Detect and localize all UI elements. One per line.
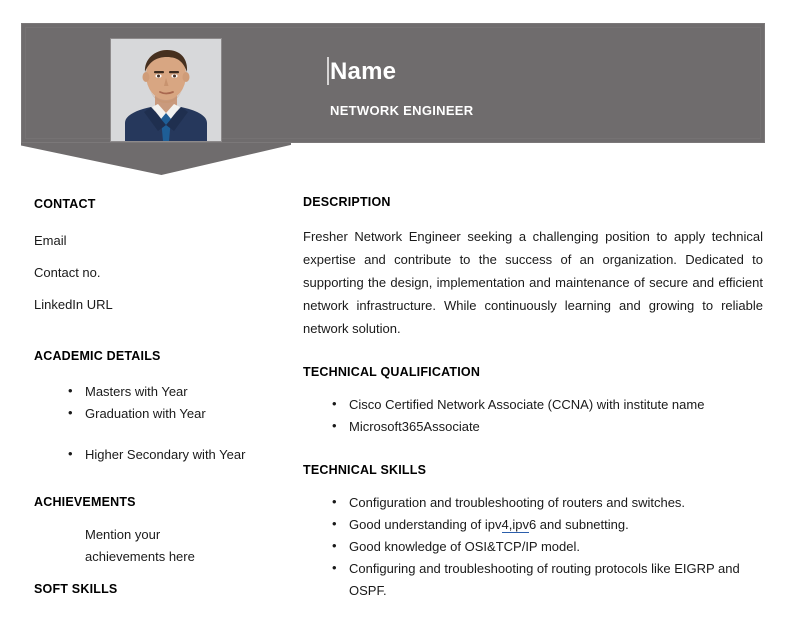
achievements-line-1: Mention your [85,527,161,542]
list-item: • Microsoft365Associate [303,416,763,438]
header-chevron-shape [21,143,291,175]
section-heading-achievements: ACHIEVEMENTS [34,495,136,509]
contact-linkedin-label: LinkedIn URL [34,297,113,312]
technical-skills-list [303,492,763,602]
achievements-line-2: achievements here [85,549,195,564]
list-item-with-spellcheck [303,514,763,536]
section-heading-soft-skills: SOFT SKILLS [34,582,118,596]
profile-photo [110,38,222,142]
list-item: • Masters with Year [21,381,291,403]
main-content [303,195,763,602]
list-item: • Graduation with Year [21,403,291,425]
spellcheck-underlined-text[interactable]: 4,ipv [501,517,529,532]
skill-text-suffix: 6 and subnetting. [528,517,629,532]
sidebar-content [21,175,291,638]
contact-email-label: Email [34,233,67,248]
list-item: • Configuring and troubleshooting of routing protocols like EIGRP and OSPF. [303,558,763,602]
list-item: • Cisco Certified Network Associate (CCNA) with institute name [303,394,763,416]
text-cursor [327,57,329,85]
section-heading-academic-details: ACADEMIC DETAILS [34,349,161,363]
technical-qualification-list [303,394,763,438]
skill-text-prefix: Good understanding of ipv [349,517,502,532]
list-item: • Higher Secondary with Year [21,444,291,466]
contact-phone-label: Contact no. [34,265,101,280]
section-heading-contact: CONTACT [34,197,96,211]
academic-details-list-primary [21,381,291,425]
list-item: • Configuration and troubleshooting of routers and switches. [303,492,763,514]
section-heading-technical-qualification: TECHNICAL QUALIFICATION [303,365,481,379]
list-item: • Good knowledge of OSI&TCP/IP model. [303,536,763,558]
academic-details-list-secondary [21,444,291,466]
candidate-job-title: NETWORK ENGINEER [330,103,474,118]
section-heading-description: DESCRIPTION [303,195,391,209]
candidate-name: Name [330,58,397,85]
profile-photo-image [111,39,221,141]
section-heading-technical-skills: TECHNICAL SKILLS [303,463,427,477]
description-paragraph: Fresher Network Engineer seeking a challenging position to apply technical expertise and contribute to the success of an organization. Dedicated to supporting the design, implementation and maintenance of secure and efficient network infrastructure. While continuously learning and growing to reliable network solution. [303,229,763,336]
